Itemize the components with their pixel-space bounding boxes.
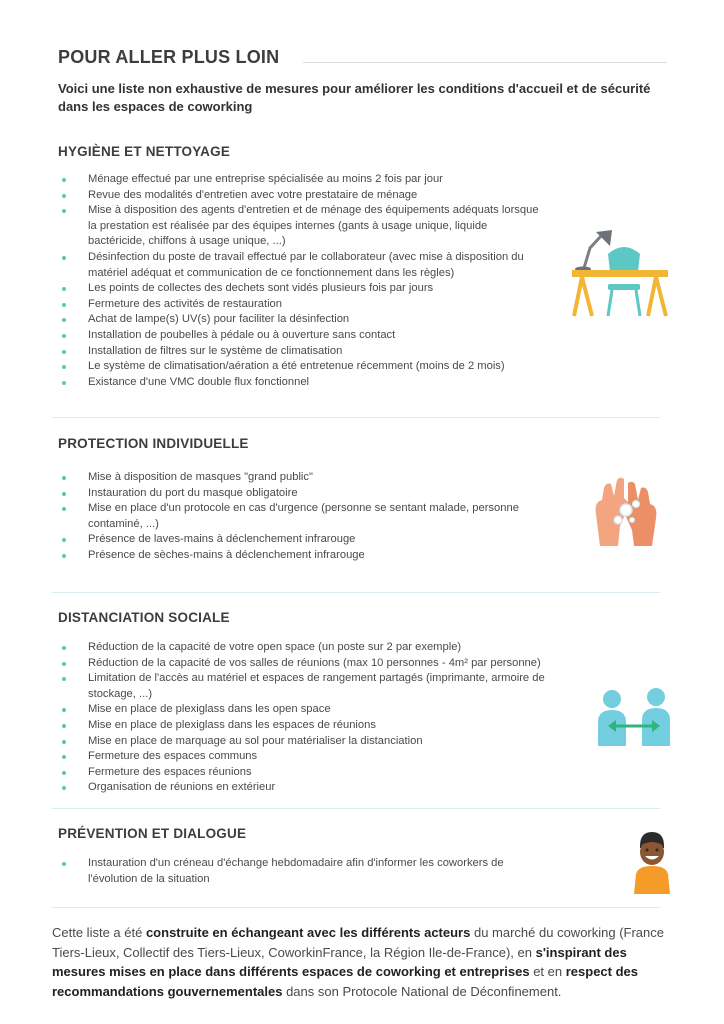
footer-emphasis: construite en échangeant avec les différents acteurs	[145, 925, 471, 940]
list-item: Organisation de réunions en extérieur	[62, 780, 552, 796]
title-rule	[303, 62, 667, 63]
intro-text: Voici une liste non exhaustive de mesures pour améliorer les conditions d'accueil et de sécurité dans les espaces de coworking	[58, 81, 651, 114]
social-distancing-icon	[596, 686, 672, 746]
desk-lamp-chair-icon	[568, 226, 672, 318]
list-item: Réduction de la capacité de votre open space (un poste sur 2 par exemple)	[62, 640, 552, 656]
list-item: Mise à disposition des agents d'entretien et de ménage des équipements adéquats lorsque la prestation est réalisée par des équipes internes (gants à usage unique, liquide bactéricide, chiffons à usage unique, ...)	[62, 203, 542, 250]
list-hygiene	[62, 172, 542, 390]
list-item: Mise en place de plexiglass dans les open space	[62, 702, 552, 718]
list-item: Mise en place de plexiglass dans les espaces de réunions	[62, 718, 552, 734]
list-distanciation	[62, 640, 552, 796]
list-item: Le système de climatisation/aération a été entretenue récemment (moins de 2 mois)	[62, 359, 542, 375]
list-protection	[62, 470, 542, 564]
list-item: Existance d'une VMC double flux fonctionnel	[62, 375, 542, 391]
list-item: Les points de collectes des dechets sont vidés plusieurs fois par jours	[62, 281, 542, 297]
list-item: Présence de sèches-mains à déclenchement infrarouge	[62, 548, 542, 564]
divider	[52, 592, 660, 593]
footer-emphasis: respect des recommandations gouvernementales	[52, 964, 638, 999]
list-item: Mise en place d'un protocole en cas d'urgence (personne se sentant malade, personne contaminé, ...)	[62, 501, 542, 532]
list-item: Ménage effectué par une entreprise spécialisée au moins 2 fois par jour	[62, 172, 542, 188]
list-item: Instauration d'un créneau d'échange hebdomadaire afin d'informer les coworkers de l'évolution de la situation	[62, 856, 552, 887]
footer-emphasis: s'inspirant des mesures mises en place dans différents espaces de coworking et entreprises	[52, 944, 627, 979]
list-item: Fermeture des espaces réunions	[62, 765, 552, 781]
footer-text	[52, 923, 672, 1001]
list-item: Installation de poubelles à pédale ou à ouverture sans contact	[62, 328, 542, 344]
list-prevention	[62, 856, 552, 887]
list-item: Mise à disposition de masques "grand public"	[62, 470, 542, 486]
list-item: Fermeture des activités de restauration	[62, 297, 542, 313]
list-item: Limitation de l'accès au matériel et espaces de rangement partagés (imprimante, armoire de stockage, ...)	[62, 671, 552, 702]
footer-text-part: et en	[529, 964, 566, 979]
list-item: Achat de lampe(s) UV(s) pour faciliter la désinfection	[62, 312, 542, 328]
section-title-distanciation: DISTANCIATION SOCIALE	[58, 610, 230, 625]
list-item: Revue des modalités d'entretien avec votre prestataire de ménage	[62, 188, 542, 204]
footer-text-part: Cette liste a été	[52, 925, 146, 940]
page-title: POUR ALLER PLUS LOIN	[58, 47, 280, 67]
section-title-protection: PROTECTION INDIVIDUELLE	[58, 436, 249, 451]
divider	[52, 808, 660, 809]
divider	[52, 907, 660, 908]
list-item: Installation de filtres sur le système de climatisation	[62, 344, 542, 360]
divider	[52, 417, 660, 418]
list-item: Présence de laves-mains à déclenchement infrarouge	[62, 532, 542, 548]
list-item: Réduction de la capacité de vos salles de réunions (max 10 personnes - 4m² par personne)	[62, 656, 552, 672]
list-item: Fermeture des espaces communs	[62, 749, 552, 765]
list-item: Mise en place de marquage au sol pour matérialiser la distanciation	[62, 734, 552, 750]
footer-text-part: du marché du coworking (France Tiers-Lieux, Collectif des Tiers-Lieux, CoworkinFrance, la Région Ile-de-France), en	[52, 925, 665, 960]
hand-washing-icon	[590, 474, 662, 554]
list-item: Désinfection du poste de travail effectué par le collaborateur (avec mise à disposition du matériel adéquat et communication de ce fonctionnement dans les règles)	[62, 250, 542, 281]
section-title-hygiene: HYGIÈNE ET NETTOYAGE	[58, 144, 231, 159]
list-item: Instauration du port du masque obligatoire	[62, 486, 542, 502]
smiling-person-icon	[632, 830, 672, 894]
section-title-prevention: PRÉVENTION ET DIALOGUE	[58, 826, 247, 841]
footer-text-part: dans son Protocole National de Déconfinement.	[282, 983, 562, 999]
